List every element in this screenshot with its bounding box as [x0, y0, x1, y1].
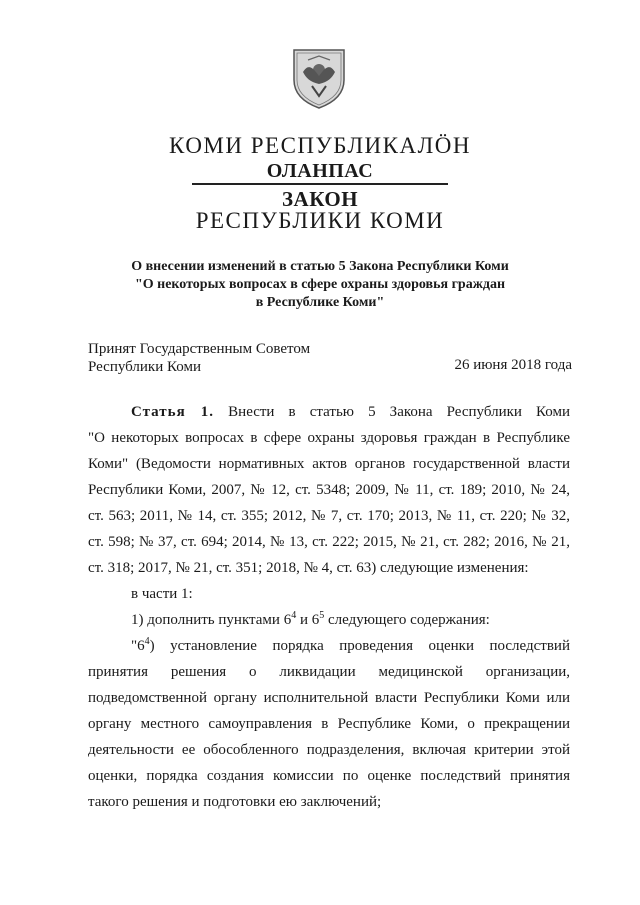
header-line-4: РЕСПУБЛИКИ КОМИ [195, 208, 445, 233]
header-line-3: ЗАКОН [281, 187, 359, 211]
article-first-line [131, 400, 570, 424]
point-line: оценки, порядка создания комиссии по оценке последствий принятия [88, 768, 570, 784]
article-line: Коми" (Ведомости нормативных актов органов государственной власти [88, 456, 570, 472]
point-line: деятельности ее обособленного подразделения, включая критерии этой [88, 742, 570, 758]
item-1-sup-2: 5 [319, 610, 325, 621]
article-line: Республики Коми, 2007, № 12, ст. 5348; 2009, № 11, ст. 189; 2010, № 24, [88, 482, 570, 498]
point-line: подведомственной органу исполнительной власти Республики Коми или [88, 690, 570, 706]
item-1-text-a: 1) дополнить пунктами 6 [131, 612, 292, 628]
adoption-date: 26 июня 2018 года [454, 357, 572, 373]
header-line-2: ОЛАНПАС [266, 160, 374, 182]
point-rest: ) установление порядка проведения оценки последствий [149, 638, 570, 654]
article-text: Внести в статью 5 Закона Республики Коми [228, 404, 570, 420]
coat-of-arms-icon [290, 48, 348, 110]
article-line: ст. 598; № 37, ст. 694; 2014, № 13, ст. 222; 2015, № 21, ст. 282; 2016, № 21, [88, 534, 570, 550]
point-line: принятия решения о ликвидации медицинской организации, [88, 664, 570, 680]
item-1-text-b: и 6 [296, 612, 320, 628]
document-title-line-2: "О некоторых вопросах в сфере охраны здоровья граждан [134, 277, 506, 292]
article-line: ст. 563; 2011, № 14, ст. 355; 2012, № 7, ст. 170; 2013, № 11, ст. 220; № 32, [88, 508, 570, 524]
point-first-line [131, 634, 570, 658]
article-line: ст. 318; 2017, № 21, ст. 351; 2018, № 4, ст. 63) следующие изменения: [88, 560, 529, 576]
adoption-line-1: Принят Государственным Советом [88, 341, 311, 357]
part-line: в части 1: [131, 586, 193, 602]
article-label: Статья 1. [131, 404, 215, 420]
document-title-line-1: О внесении изменений в статью 5 Закона Республики Коми [131, 259, 509, 274]
adoption-line-2: Республики Коми [88, 359, 201, 375]
point-start: "6 [131, 638, 145, 654]
point-line: органу местного самоуправления в Республике Коми, о прекращении [88, 716, 570, 732]
article-line: "О некоторых вопросах в сфере охраны здоровья граждан в Республике [88, 430, 570, 446]
document-title-line-3: в Республике Коми" [255, 295, 385, 310]
item-1-line [131, 608, 490, 632]
item-1-sup-1: 4 [291, 610, 297, 621]
point-line: такого решения и подготовки ею заключений; [88, 794, 382, 810]
header-rule [192, 183, 448, 185]
header-line-1: КОМИ РЕСПУБЛИКАЛÖН [169, 133, 471, 158]
item-1-text-c: следующего содержания: [324, 612, 490, 628]
point-sup: 4 [144, 636, 150, 647]
